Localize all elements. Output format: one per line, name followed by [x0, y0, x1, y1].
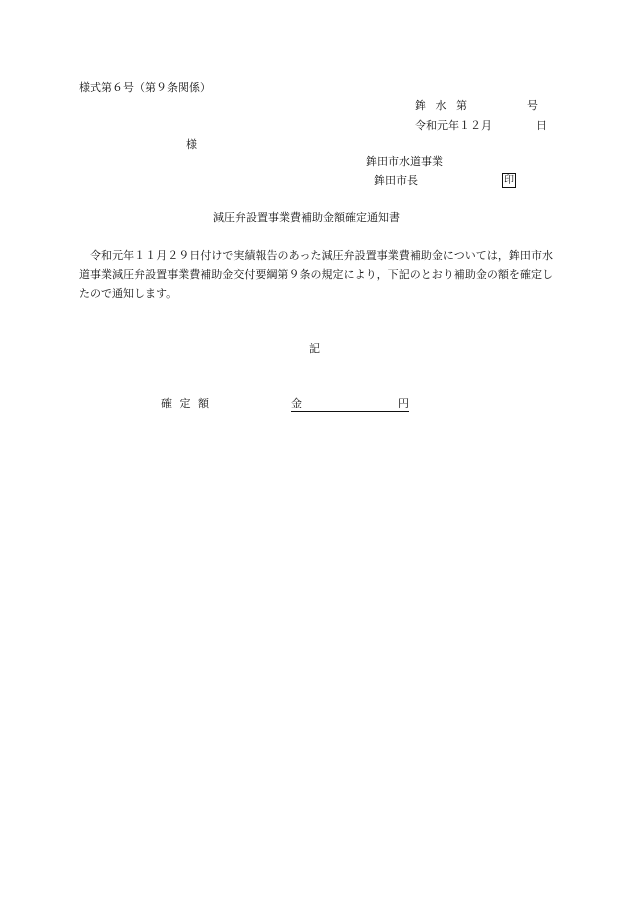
- amount-prefix: 金: [291, 397, 302, 410]
- addressee-honorific: 様: [186, 138, 197, 151]
- issuer-name: 鉾田市長: [374, 174, 418, 187]
- confirmed-amount-field: [291, 397, 409, 412]
- amount-unit: 円: [398, 397, 409, 410]
- issue-date: 令和元年１２月: [415, 119, 492, 132]
- confirmed-amount-label: 確 定 額: [161, 397, 209, 410]
- seal-mark: 印: [504, 175, 514, 186]
- issuer-organization: 鉾田市水道事業: [366, 155, 443, 168]
- body-paragraph: 令和元年１１月２９日付けで実績報告のあった減圧弁設置事業費補助金については，鉾田市水道事業減圧弁設置事業費補助金交付要綱第９条の規定により，下記のとおり補助金の額を確定したので通知します。: [79, 249, 553, 300]
- form-number: 様式第６号（第９条関係）: [79, 81, 211, 94]
- document-number-suffix: 号: [527, 99, 538, 112]
- issue-date-day: 日: [536, 119, 547, 132]
- ki-heading: 記: [309, 342, 320, 355]
- document-title: 減圧弁設置事業費補助金額確定通知書: [213, 211, 400, 224]
- document-number-label: 鉾 水 第: [415, 99, 467, 112]
